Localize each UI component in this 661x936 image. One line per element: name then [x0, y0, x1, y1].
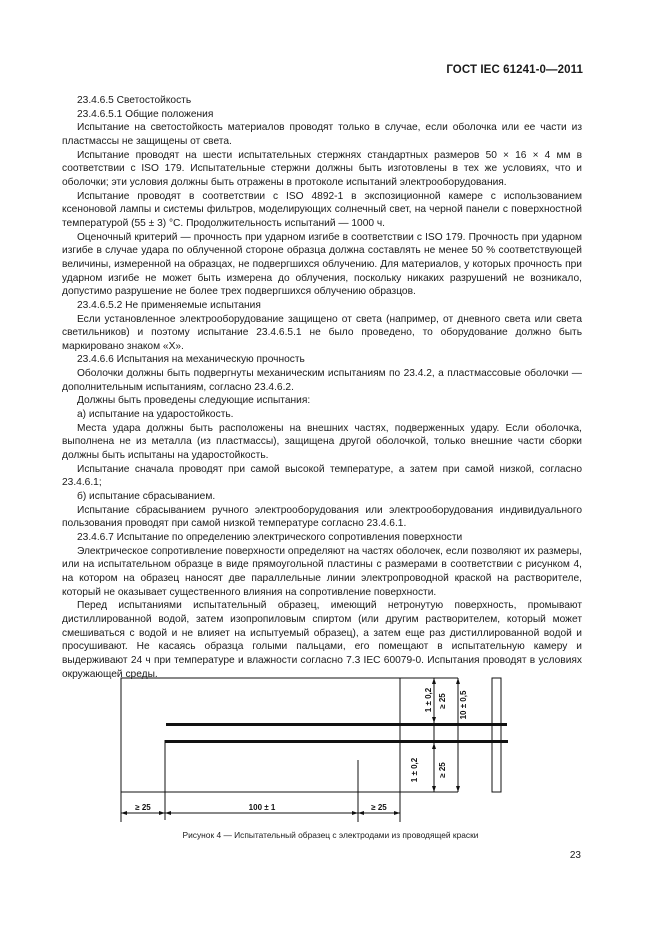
paragraph: Оценочный критерий — прочность при ударном изгибе в соответствии с ISO 179. Прочность при ударном изгибе в случае удара по облученной стороне образца должна составлять не менее 50 % соответствующей величины, измеренной на образцах, не подвергшихся облучению. Для материалов, у которых прочность при ударном изгибе не может быть измерена до облучения, поскольку никаких разрушений не возникало, допустимо разрушение не более трех подвергшихся облучению образцов.	[62, 231, 582, 298]
paragraph: Испытание сбрасыванием ручного электрооборудования или электрооборудования индивидуального пользования проводят при самой низкой температуре согласно 23.4.6.1.	[62, 504, 582, 530]
paragraph: Должны быть проведены следующие испытания:	[77, 395, 311, 407]
figure-caption: Рисунок 4 — Испытательный образец с электродами из проводящей краски	[182, 830, 479, 840]
paragraph: Если установленное электрооборудование защищено от света (например, от дневного света или света светильников) и поэтому испытание 23.4.6.5.1 не было проведено, то оборудование должно быть маркировано знаком «X».	[62, 313, 582, 352]
dim-left-label: ≥ 25	[135, 803, 151, 812]
paragraph: Испытание сначала проводят при самой высокой температуре, а затем при самой низкой, согласно 23.4.6.1;	[62, 463, 582, 489]
subsection-heading: 23.4.6.5.1 Общие положения	[77, 108, 214, 120]
dim-top-margin-label: ≥ 25	[438, 693, 447, 709]
section-heading: 23.4.6.5 Светостойкость	[77, 95, 192, 106]
upper-electrode	[166, 723, 507, 726]
section-heading: 23.4.6.7 Испытание по определению электрического сопротивления поверхности	[77, 532, 463, 543]
dim-right-label: ≥ 25	[371, 803, 387, 812]
paragraph: Перед испытаниями испытательный образец, имеющий нетронутую поверхность, промывают дистиллированной водой, затем изопропиловым спиртом (или другим растворителем, который может смешиваться с водой и не влияет на испытуемый образец), а затем еще раз дистиллированной водой и просушивают. Не касаясь образца голыми пальцами, его помещают в испытательную камеру и выдерживают 24 ч при температуре и влажности согласно 7.3 IEC 60079-0. Испытания проводят в условиях окружающей среды.	[62, 600, 582, 680]
dim-gap-upper-label: 1 ± 0,2	[424, 687, 433, 713]
paragraph: Оболочки должны быть подвергнуты механическим испытаниям по 23.4.2, а пластмассовые оболочки — дополнительным испытаниям, согласно 23.4.6.2.	[62, 368, 582, 393]
paragraph: Электрическое сопротивление поверхности определяют на частях оболочек, если позволяют их размеры, или на испытательном образце в виде прямоугольной пластины с размерами в соответствии с рисунком 4, на котором на образец наносят две параллельные линии электропроводной краской на растворителе, который не оказывает существенного влияния на сопротивление поверхности.	[62, 545, 582, 598]
list-item: б) испытание сбрасыванием.	[77, 491, 216, 503]
dim-center-label: 100 ± 1	[248, 803, 276, 812]
subsection-heading: 23.4.6.5.2 Не применяемые испытания	[77, 299, 261, 311]
paragraph: Испытание проводят на шести испытательных стержнях стандартных размеров 50 × 16 × 4 мм в соответствии с ISO 179. Испытательные стержни должны быть изготовлены в тех же условиях, что и оболочки; эти условия должны быть отражены в протоколе испытаний электрооборудования.	[62, 149, 582, 188]
paragraph: Места удара должны быть расположены на внешних частях, подверженных удару. Если оболочка, выполнена не из металла (из пластмассы), защищена другой оболочкой, только внешние части сборки должны быть испытаны на ударостойкость.	[62, 422, 582, 462]
paragraph: Испытание проводят в соответствии с ISO 4892-1 в экспозиционной камере с использованием ксеноновой лампы и системы фильтров, моделирующих солнечный свет, на черной панели с поверхностной температурой (55 ± 3) °С. Продолжительность испытаний — 1000 ч.	[62, 190, 582, 229]
section-heading: 23.4.6.6 Испытания на механическую прочность	[77, 354, 305, 366]
list-item: а) испытание на ударостойкость.	[77, 409, 234, 421]
paragraph: Испытание на светостойкость материалов проводят только в случае, если оболочка или ее части из пластмассы не защищены от света.	[62, 122, 582, 147]
dim-bottom-margin-label: ≥ 25	[438, 762, 447, 778]
dim-gap-lower-label: 1 ± 0,2	[410, 757, 419, 783]
document-header: ГОСТ IEC 61241-0—2011	[446, 64, 583, 76]
lower-electrode	[165, 740, 508, 743]
page-number: 23	[569, 850, 581, 861]
dim-overall-label: 10 ± 0,5	[459, 690, 468, 720]
